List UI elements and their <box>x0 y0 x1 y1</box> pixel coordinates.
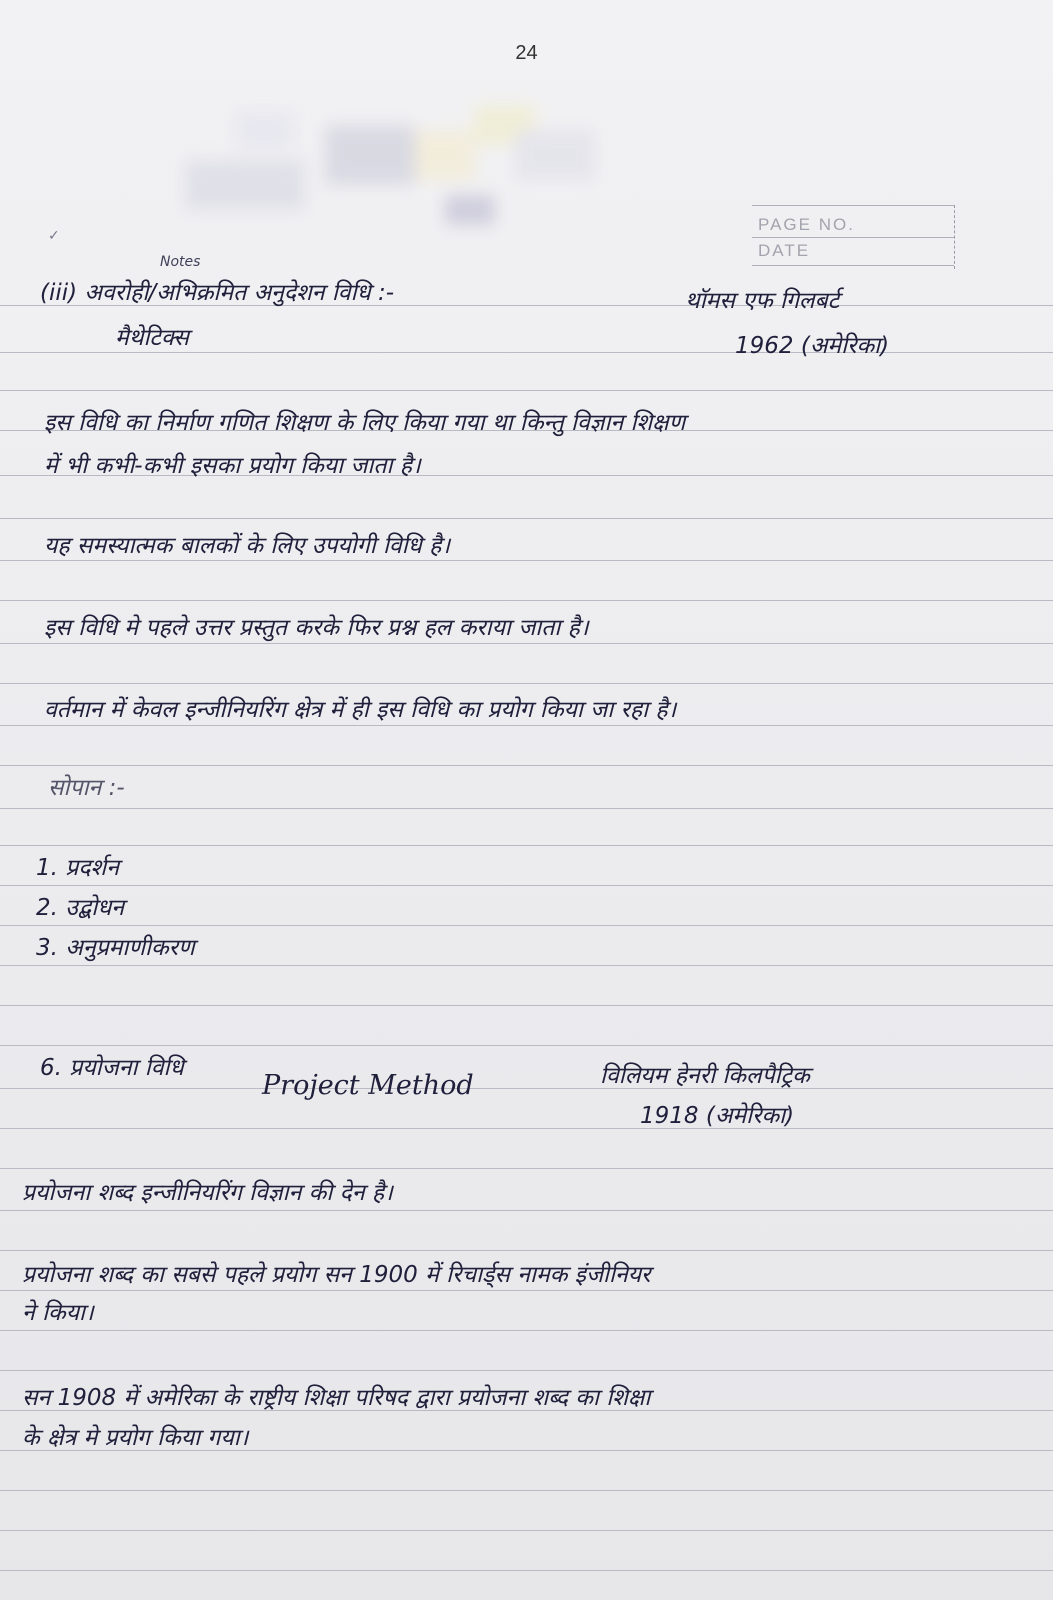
ruled-line <box>0 765 1053 766</box>
step-item: 1. प्रदर्शन <box>36 855 119 881</box>
ruled-line <box>0 1290 1053 1291</box>
section-6-point-3-line-1: सन 1908 में अमेरिका के राष्ट्रीय शिक्षा परिषद द्वारा प्रयोजना शब्द का शिक्षा <box>22 1385 651 1411</box>
steps-label: सोपान :- <box>48 775 125 801</box>
ruled-line <box>0 1250 1053 1251</box>
ruled-line <box>0 925 1053 926</box>
ruled-line <box>0 1330 1053 1331</box>
section-6-point-2-line-1: प्रयोजना शब्द का सबसे पहले प्रयोग सन 1900 में रिचार्ड्स नामक इंजीनियर <box>22 1262 651 1288</box>
ruled-line <box>0 600 1053 601</box>
section-3-para-line-2: में भी कभी-कभी इसका प्रयोग किया जाता है। <box>44 453 421 479</box>
ruled-line <box>0 390 1053 391</box>
ruled-line <box>0 1570 1053 1571</box>
section-3-point-2: इस विधि मे पहले उत्तर प्रस्तुत करके फिर प्रश्न हल कराया जाता है। <box>44 615 589 641</box>
stamp-page-label: PAGE NO. <box>758 215 855 234</box>
ruled-line <box>0 1370 1053 1371</box>
ruled-line <box>0 1490 1053 1491</box>
ruled-line <box>0 1045 1053 1046</box>
ruled-line <box>0 560 1053 561</box>
section-6-heading: 6. प्रयोजना विधि <box>40 1055 184 1081</box>
section-6-english-title: Project Method <box>262 1070 474 1101</box>
redacted-region <box>175 100 615 230</box>
ruled-line <box>0 1530 1053 1531</box>
ruled-line <box>0 352 1053 353</box>
margin-note: Notes <box>160 254 201 270</box>
stamp-date-label: DATE <box>758 241 811 260</box>
section-6-author: विलियम हेनरी किलपैट्रिक <box>600 1063 810 1089</box>
section-6-point-2-line-2: ने किया। <box>22 1300 94 1326</box>
ruled-line <box>0 845 1053 846</box>
ruled-line <box>0 683 1053 684</box>
section-3-heading: (iii) अवरोही/अभिक्रमित अनुदेशन विधि :- <box>40 280 395 306</box>
section-3-para-line-1: इस विधि का निर्माण गणित शिक्षण के लिए किया गया था किन्तु विज्ञान शिक्षण <box>44 410 686 436</box>
step-item: 3. अनुप्रमाणीकरण <box>36 935 195 961</box>
ruled-line <box>0 725 1053 726</box>
page-date-stamp <box>752 205 955 269</box>
section-3-author: थॉमस एफ गिलबर्ट <box>685 288 840 314</box>
section-6-point-1: प्रयोजना शब्द इन्जीनियरिंग विज्ञान की देन है। <box>22 1180 393 1206</box>
ruled-line <box>0 1005 1053 1006</box>
page-number: 24 <box>515 42 538 64</box>
ruled-line <box>0 643 1053 644</box>
ruled-line <box>0 808 1053 809</box>
section-3-point-3: वर्तमान में केवल इन्जीनियरिंग क्षेत्र में ही इस विधि का प्रयोग किया जा रहा है। <box>44 697 677 723</box>
ruled-line <box>0 885 1053 886</box>
tick-mark-icon: ✓ <box>48 228 60 244</box>
ruled-line <box>0 1210 1053 1211</box>
ruled-line <box>0 1168 1053 1169</box>
ruled-line <box>0 1088 1053 1089</box>
ruled-line <box>0 518 1053 519</box>
section-3-subject: मैथेटिक्स <box>115 325 189 351</box>
section-6-point-3-line-2: के क्षेत्र मे प्रयोग किया गया। <box>22 1425 249 1451</box>
section-3-year: 1962 (अमेरिका) <box>735 333 890 359</box>
step-item: 2. उद्बोधन <box>36 895 125 921</box>
section-6-year: 1918 (अमेरिका) <box>640 1103 795 1129</box>
section-3-point-1: यह समस्यात्मक बालकों के लिए उपयोगी विधि है। <box>44 533 451 559</box>
ruled-line <box>0 1128 1053 1129</box>
ruled-line <box>0 965 1053 966</box>
